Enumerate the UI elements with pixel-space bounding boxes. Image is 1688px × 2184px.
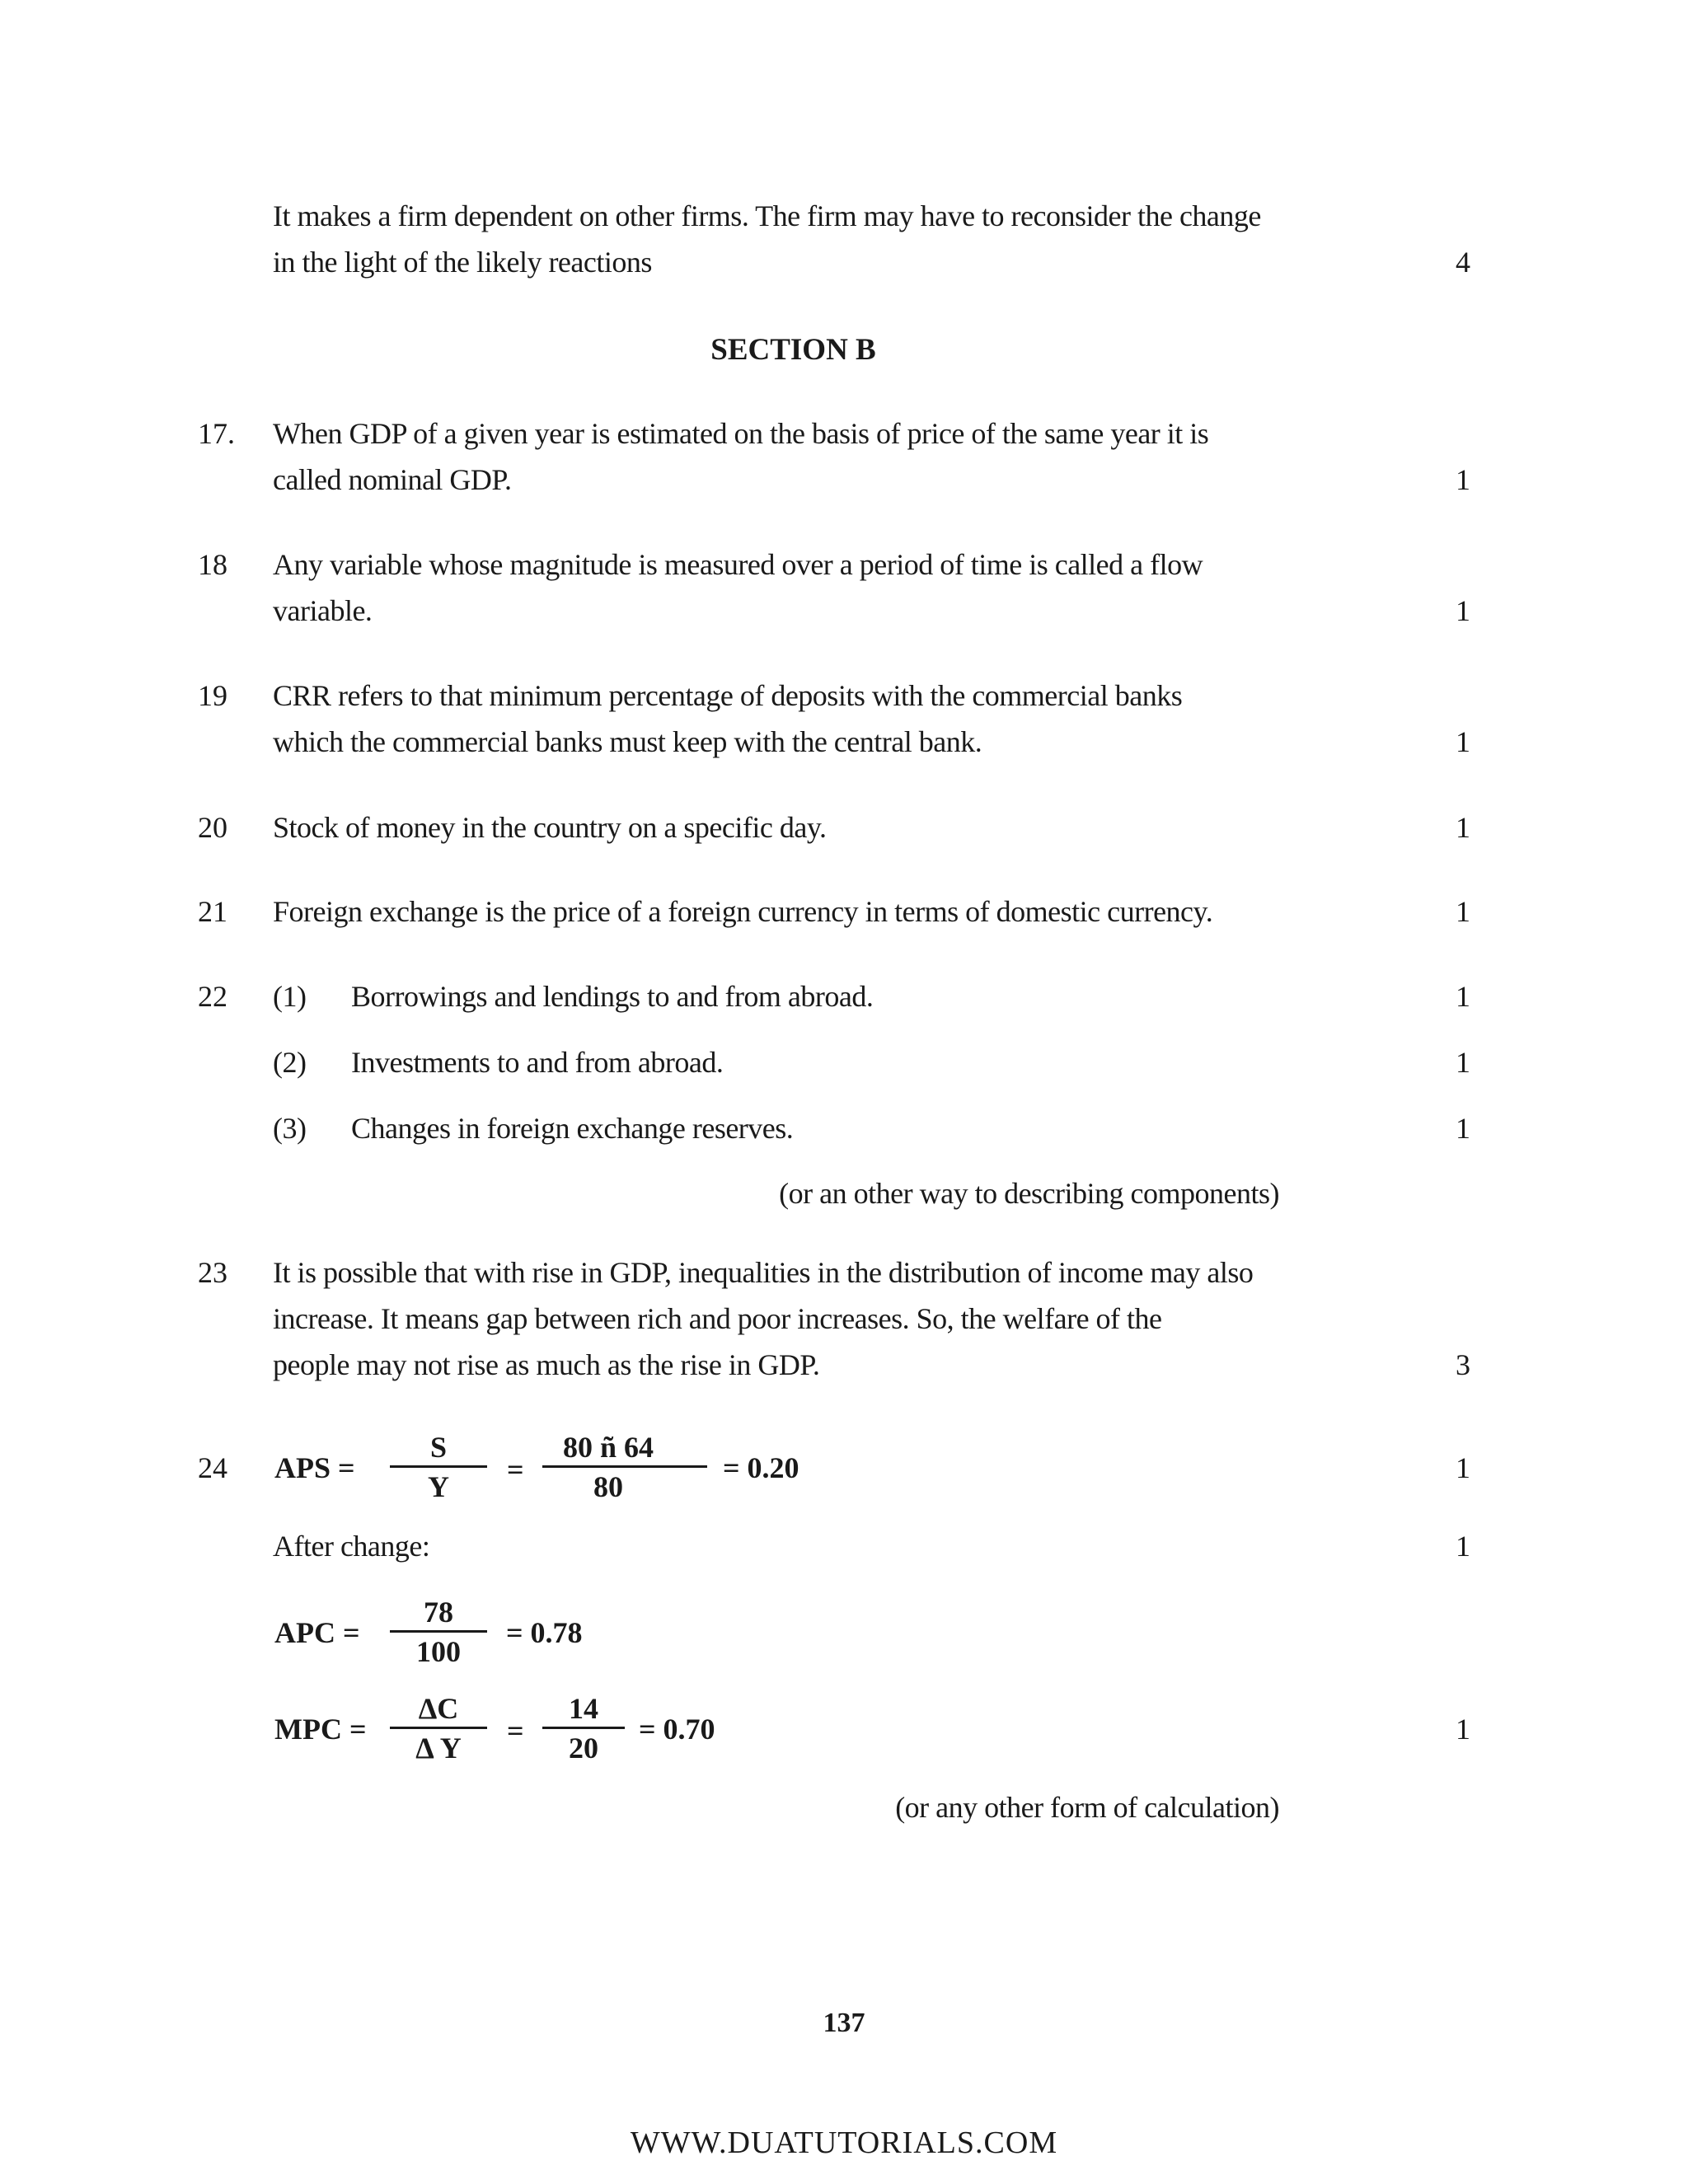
component-1-text: Borrowings and lendings to and from abroad. (351, 980, 874, 1013)
component-3-label: (3) (273, 1112, 307, 1145)
question-number-20: 20 (198, 811, 227, 844)
answer-17-line-2: called nominal GDP. (273, 463, 512, 496)
aps-denominator-y: Y (428, 1470, 449, 1503)
aps-denominator-calc: 80 (593, 1470, 623, 1503)
component-1-label: (1) (273, 980, 307, 1013)
question-number-22: 22 (198, 980, 227, 1013)
aps-numerator-s: S (429, 1431, 448, 1464)
component-3-marks: 1 (1456, 1112, 1470, 1145)
apc-numerator: 78 (424, 1596, 453, 1629)
aps-fraction-calc (542, 1432, 707, 1515)
question-number-19: 19 (198, 679, 227, 712)
after-change-label: After change: (273, 1530, 430, 1563)
fraction-bar (542, 1727, 625, 1729)
question-number-17: 17. (198, 417, 235, 450)
fraction-bar (390, 1727, 487, 1729)
intro-marks: 4 (1456, 246, 1470, 279)
mpc-equals: = (507, 1714, 524, 1747)
after-change-marks: 1 (1456, 1530, 1470, 1563)
apc-label: APC = (274, 1616, 360, 1649)
aps-label: APS = (274, 1451, 355, 1484)
component-2-label: (2) (273, 1046, 307, 1079)
question-number-24: 24 (198, 1451, 227, 1484)
answer-19-marks: 1 (1456, 725, 1470, 758)
question-number-23: 23 (198, 1256, 227, 1289)
intro-line-1: It makes a firm dependent on other firms. The firm may have to reconsider the change (273, 199, 1261, 232)
answer-23-line-1: It is possible that with rise in GDP, inequalities in the distribution of income may also (273, 1256, 1254, 1289)
aps-numerator-calc: 80 ñ 64 (562, 1431, 654, 1464)
intro-line-2: in the light of the likely reactions (273, 246, 652, 279)
aps-marks: 1 (1456, 1451, 1470, 1484)
aps-fraction-s-over-y (390, 1432, 487, 1515)
answer-23-line-2: increase. It means gap between rich and poor increases. So, the welfare of the (273, 1302, 1162, 1335)
answer-22-note: (or an other way to describing components) (779, 1177, 1279, 1210)
answer-23-line-3: people may not rise as much as the rise in GDP. (273, 1348, 820, 1381)
answer-19-line-2: which the commercial banks must keep with the central bank. (273, 725, 982, 758)
answer-20-marks: 1 (1456, 811, 1470, 844)
component-1-marks: 1 (1456, 980, 1470, 1013)
mpc-result: = 0.70 (639, 1713, 715, 1746)
mpc-denominator-delta-y: Δ Y (415, 1732, 462, 1765)
mpc-label: MPC = (274, 1713, 367, 1746)
mpc-marks: 1 (1456, 1713, 1470, 1746)
answer-20-line-1: Stock of money in the country on a specific day. (273, 811, 827, 844)
question-number-18: 18 (198, 548, 227, 581)
mpc-fraction-calc (542, 1694, 625, 1776)
answer-24-note: (or any other form of calculation) (895, 1791, 1279, 1824)
component-3-text: Changes in foreign exchange reserves. (351, 1112, 794, 1145)
section-heading: SECTION B (710, 333, 876, 367)
mpc-numerator-delta-c: ΔC (418, 1692, 459, 1725)
question-number-21: 21 (198, 895, 227, 928)
apc-result: = 0.78 (506, 1616, 583, 1649)
answer-21-marks: 1 (1456, 895, 1470, 928)
aps-equals: = (507, 1453, 524, 1486)
component-2-text: Investments to and from abroad. (351, 1046, 724, 1079)
fraction-bar (390, 1465, 487, 1468)
fraction-bar (390, 1630, 487, 1633)
footer-url: WWW.DUATUTORIALS.COM (630, 2125, 1058, 2160)
answer-21-line-1: Foreign exchange is the price of a foreign currency in terms of domestic currency. (273, 895, 1213, 928)
mpc-denominator-calc: 20 (569, 1732, 598, 1765)
answer-18-marks: 1 (1456, 594, 1470, 627)
answer-23-marks: 3 (1456, 1348, 1470, 1381)
answer-17-marks: 1 (1456, 463, 1470, 496)
mpc-numerator-calc: 14 (569, 1692, 598, 1725)
answer-19-line-1: CRR refers to that minimum percentage of deposits with the commercial banks (273, 679, 1183, 712)
mpc-fraction-delta (390, 1694, 487, 1776)
answer-18-line-1: Any variable whose magnitude is measured over a period of time is called a flow (273, 548, 1203, 581)
aps-result: = 0.20 (723, 1451, 799, 1484)
answer-17-line-1: When GDP of a given year is estimated on the basis of price of the same year it is (273, 417, 1209, 450)
fraction-bar (542, 1465, 707, 1468)
apc-fraction (390, 1597, 487, 1680)
page-number: 137 (823, 2008, 865, 2038)
answer-18-line-2: variable. (273, 594, 373, 627)
apc-denominator: 100 (416, 1635, 461, 1668)
component-2-marks: 1 (1456, 1046, 1470, 1079)
